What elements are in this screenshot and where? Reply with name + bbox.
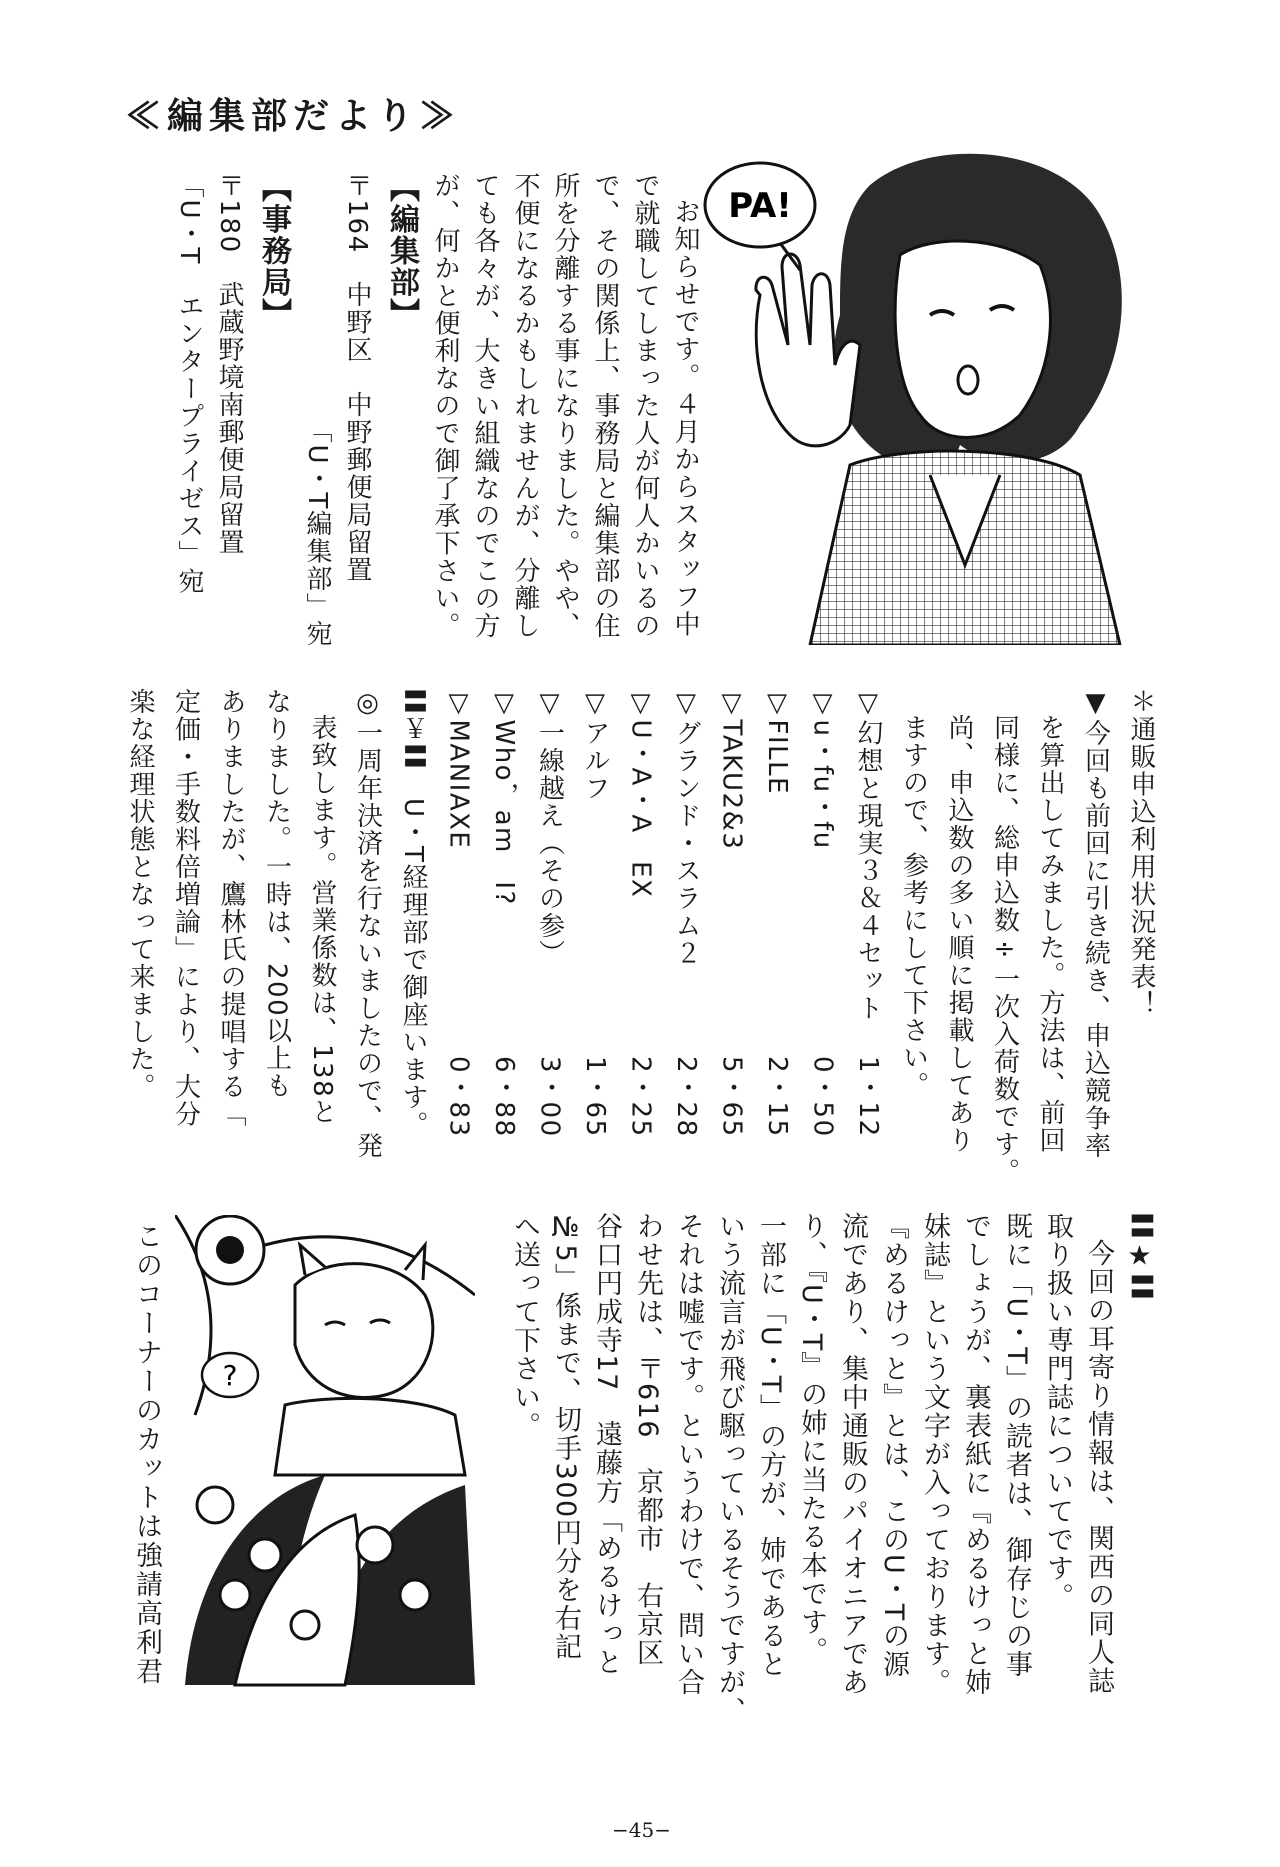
item-rate: 5・65 <box>716 1056 747 1138</box>
list-item <box>572 688 618 1138</box>
item-name: ▽u・fu・fu <box>807 688 838 850</box>
accounting-line: 表致します。営業係数は、138と <box>307 714 337 1126</box>
item-name: ▽TAKU2&3 <box>716 688 747 851</box>
notice-line: お知らせです。４月からスタッフ中 <box>670 198 700 638</box>
list-item <box>663 688 709 1138</box>
notice-section <box>125 172 705 647</box>
info-line: 既に「U・T」の読者は、御存じの事 <box>1001 1212 1032 1679</box>
accounting-line: 楽な経理状態となって来ました。 <box>125 688 155 1101</box>
info-line: №5」係まで、切手300円分を右記 <box>550 1212 581 1662</box>
item-rate: 3・00 <box>534 1056 565 1138</box>
notice-line: で、その関係上、事務局と編集部の住 <box>590 172 620 640</box>
item-name: ▽アルフ <box>580 688 610 802</box>
girl-waving-illustration <box>700 145 1150 645</box>
list-item <box>481 688 527 1138</box>
info-line: でしょうが、裏表紙に『めるけっと姉 <box>960 1212 991 1697</box>
list-item <box>617 688 663 1138</box>
notice-line: 不便になるかもしれませんが、分離し <box>510 172 540 640</box>
accounting-line: 定価・手数料倍増論」により、大分 <box>170 688 201 1128</box>
item-rate: 1・65 <box>580 1056 610 1138</box>
accounting-line: なりました。一時は、200以上も <box>261 688 292 1100</box>
accounting-line: ◎一周年決済を行ないましたので、発 <box>352 688 383 1160</box>
info-line: 取り扱い専門誌についてです。 <box>1042 1212 1073 1611</box>
list-item <box>754 688 800 1138</box>
info-line: いう流言が飛び駆っているそうですが、 <box>714 1212 745 1725</box>
speech-bubble-text: PA! <box>728 186 792 226</box>
mail-order-section <box>108 688 1163 1186</box>
item-rate: 2・25 <box>625 1056 656 1138</box>
office-address: 〒180 武蔵野境南郵便局留置 <box>214 172 244 557</box>
illustration-caption: このコーナーのカットは強請高利君 <box>131 1222 162 1686</box>
mail-order-line: ますので、参考にして下さい。 <box>898 714 929 1099</box>
mail-order-line: 尚、申込数の多い順に掲載してあり <box>944 714 974 1154</box>
info-line: 『めるけっと』とは、このU・Tの源 <box>878 1212 909 1679</box>
list-item <box>708 688 754 1138</box>
page-title: ≪編集部だより≫ <box>125 95 462 137</box>
item-rate: 0・83 <box>443 1056 474 1138</box>
info-line: り、『U・T』の姉に当たる本です。 <box>796 1212 827 1666</box>
notice-line: ても各々が、大きい組織なのでこの方 <box>470 172 500 640</box>
item-name: ▽MANIAXE <box>443 688 474 850</box>
item-rate: 1・12 <box>853 1056 883 1138</box>
item-rate: 2・15 <box>762 1056 792 1138</box>
info-line: 今回の耳寄り情報は、関西の同人誌 <box>1083 1239 1114 1695</box>
item-rate: 6・88 <box>489 1056 519 1138</box>
item-rate: 2・28 <box>671 1056 701 1138</box>
page-number: −45− <box>612 1818 671 1842</box>
editorial-address: 〒164 中野区 中野郵便局留置 <box>342 172 372 584</box>
accounting-heading: 〓￥〓 U・T経理部で御座います。 <box>398 688 428 1139</box>
item-name: ▽U・A・A EX <box>625 688 656 899</box>
office-heading: 【事務局】 <box>256 172 291 330</box>
notice-line: 所を分離する事になりました。やや、 <box>550 172 580 640</box>
list-item <box>799 688 845 1138</box>
item-name: ▽幻想と現実３＆４セット <box>853 688 883 1022</box>
list-item <box>435 688 481 1138</box>
item-name: ▽FILLE <box>762 688 792 796</box>
info-line: 谷口円成寺17 遠藤方「めるけっと <box>591 1212 622 1677</box>
info-line: わせ先は、〒616 京都市 右京区 <box>632 1212 663 1668</box>
list-item <box>845 688 891 1138</box>
info-line: 流であり、集中通販のパイオニアであ <box>837 1212 868 1697</box>
info-line: 一部に「U・T」の方が、姉であると <box>755 1212 786 1679</box>
info-line: へ送って下さい。 <box>509 1212 540 1440</box>
mail-order-heading: ＊通販申込利用状況発表！ <box>1126 688 1156 1018</box>
notice-line: が、何かと便利なので御了承下さい。 <box>430 172 460 640</box>
cat-girl-illustration <box>175 1215 475 1695</box>
item-name: ▽グランド・スラム２ <box>671 688 701 967</box>
list-item <box>526 688 572 1138</box>
editorial-recipient: 「U・T編集部」宛 <box>302 416 332 647</box>
notice-line: で就職してしまった人が何人かいるの <box>630 172 660 640</box>
mail-order-line: ▼今回も前回に引き続き、申込競争率 <box>1080 688 1111 1160</box>
info-line: 妹誌』という文字が入っております。 <box>919 1212 950 1697</box>
info-heading: 〓★〓 <box>1124 1212 1155 1302</box>
mail-order-line: を算出してみました。方法は、前回 <box>1035 714 1065 1154</box>
item-name: ▽一線越え（その参） <box>534 688 565 967</box>
info-line: それは嘘です。というわけで、問い合 <box>673 1212 704 1697</box>
info-section <box>505 1212 1160 1725</box>
office-recipient: 「U・T エンタープライゼス」宛 <box>174 172 204 595</box>
editorial-heading: 【編集部】 <box>384 172 419 330</box>
item-name: ▽Who，am I? <box>489 688 519 906</box>
item-rate: 0・50 <box>807 1056 838 1138</box>
accounting-line: ありましたが、鷹林氏の提唱する「 <box>216 688 246 1128</box>
mail-order-line: 同様に、総申込数÷一次入荷数です。 <box>989 714 1020 1186</box>
speech-bubble-text: ? <box>222 1359 238 1392</box>
